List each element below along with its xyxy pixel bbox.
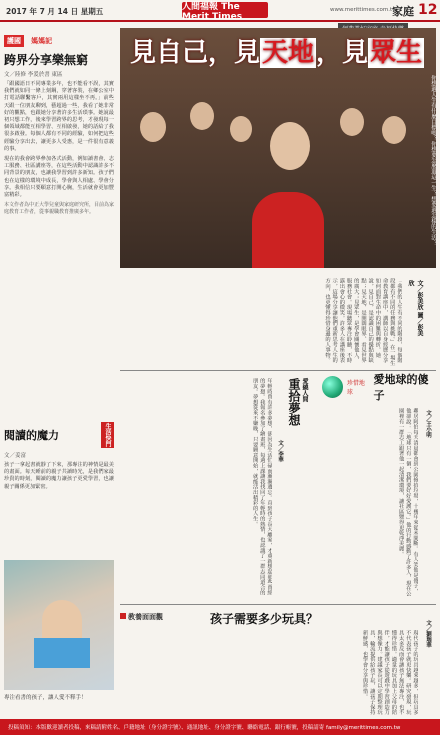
section-name: 家庭 (392, 5, 414, 18)
divider-2 (120, 604, 436, 605)
book-figure (34, 638, 90, 668)
author-note: 本文作者為中正大學兒童與家庭研究所，目前為家庭教育工作者，從事親職教育推廣多年。 (4, 202, 115, 215)
left-article (4, 28, 114, 215)
article-body-2: 現在的我會跨界參加各式活動，例如讀書會、志工服務、社區講座等，在這些活動中認識許多不同背景的朋友，也讓我學習到許多新知。孩子們也在這樣的環境中成長，學會與人相處、學會分享。我相信只要願意打開心胸，生活就會更加豐富精彩。 (4, 156, 114, 199)
magic-title: 閱讀的魔力 (4, 429, 59, 442)
page-number: 12 (418, 2, 438, 18)
article-kicker: 護國 (4, 35, 24, 47)
reconnect-body: 年輕時曾有許多夢想，卻因為生活忙碌而漸漸遺忘。直到孩子長大離家，才重新想起那些曾經的夢想。我報名參加了繪畫班，每週上課讓我找回了年輕時的熱情，也認識了一群志同道合的朋友。夢想從來不嫌晚，只要願意開始，就能活出精彩的人生。 (251, 378, 272, 596)
feature-byline: 文／彭美欣 圖／彭美欣 (407, 280, 423, 337)
article-title: 跨界分享樂無窮 (4, 53, 89, 67)
earth-byline: 文／王小明 (425, 410, 431, 438)
earth-title: 愛地球的傻子 (373, 373, 429, 402)
feature-photo-banner (120, 28, 436, 268)
site-url: www.merittimes.com.tw (330, 7, 397, 13)
article-kicker-tag: 媽媽記 (31, 37, 53, 45)
earth-tag: 珍惜地球 (346, 380, 365, 396)
submission-footer: 投稿須知：本版歡迎讀者投稿，來稿請附姓名、戶籍地址（身分證字號）、通訊地址、身分證字號、聯絡電話、銀行帳號，投稿請寄 family@merittimes.com.tw (0, 719, 440, 735)
article-byline: 文／陸修 李爰於書 東區 (4, 72, 63, 78)
audience-photo (120, 72, 436, 268)
newspaper-logo: 人間福報 The Merit Times (182, 2, 268, 18)
feature-lede: 你想過人生有什麼目標嗎？你想要怎麼過這一生？想要過怎樣的生活？ (430, 75, 436, 246)
kids-title: 孩子需要多少玩具？ (210, 612, 319, 626)
masthead-bar (0, 0, 440, 22)
reconnect-title: 重拾夢想 (287, 378, 301, 426)
reconnect-kicker: 愛繞人間 (301, 378, 308, 402)
magic-body: 孩子一拿起書就靜了下來，那專注的神情是最美的畫面。每天睡前的親子共讀時光，是我們家最珍貴的時刻，閱讀的魔力讓孩子更愛學習，也讓親子關係更加緊密。 (4, 462, 114, 490)
magic-article (4, 422, 114, 491)
earth-body: 鄰居阿伯每天清晨都會到公園撿拾垃圾，十幾年來從未間斷。有人笑他是傻子，他卻說：「地球只有一個，我們要好好愛護它。」他的行動感動了許多人，現在公園裡有一群志工跟著他一起清潔環境，讓社區變得更乾淨美麗。 (397, 408, 418, 597)
article-body: 「跟國語日不同專業多年，也不能看不誤，其實我們就如同一條上刻鋼，穿著客裝，在鄉公室中打電話聯繫客戶，其實兩用這樣坐不再。」前些天跟一位朋友聊到，藝超過一些，我看了她非常好的觀點，也跟她分享著許多生活瑣事。她說最初只想工作，後來學習跨界的思考，才發現每一個領域都能互相學習、互相啟發，她的話給了我很多啟發。每個人都有不同的經驗，如何把這些經驗分享出去，讓更多人受惠，是一件很有意義的事。 (4, 81, 114, 152)
woman-red-coat (252, 192, 324, 268)
feature-body: 「我們的人生有不同的階段，每個階段都有不同的任務與挑戰。」在一場生命教育講座中，講師以自身經歷分享如何面對生命中的困難與轉折。她說，見自己，是認識自己的優點與缺點；見天地，是開闊眼界、看見世界的廣大；見眾生，是學會關懷他人、服務社會。現場聽眾專注聆聽，不時露出會心的微笑。許多人在講座後表示，這場分享讓他們重新思考人生的方向，也更懂得珍惜身邊的人事物。 (323, 278, 402, 366)
issue-date: 2017 年 7 月 14 日 星期五 (6, 7, 104, 16)
reconnect-byline: 文／李華 (277, 440, 283, 462)
reading-child-photo (4, 560, 114, 690)
earth-header (322, 372, 436, 402)
magic-byline: 文／姜富 (4, 453, 27, 459)
photo-caption: 專注看書的孩子，讓人愛不釋手！ (4, 695, 87, 701)
kids-body: 現代孩子的玩具越來越多，但玩具多不代表孩子就更快樂。研究發現，玩具太多反而會讓孩子無法專注，也不懂得珍惜。適量的玩具加上父母的陪伴，才能讓孩子從遊戲中學習創造力與想像力。建議家長可以定期整理玩具，輪流提供給孩子玩，讓孩子保持新鮮感，也學會分享與珍惜。 (361, 630, 418, 715)
kids-kicker: 教養面面觀 (120, 612, 163, 622)
kids-byline: 文／劉瑞華 (425, 620, 431, 648)
feature-headline: 見自己，見天地，見眾生 (130, 38, 423, 68)
section-stamp: 生活快門 (101, 422, 114, 448)
earth-icon (322, 376, 343, 398)
